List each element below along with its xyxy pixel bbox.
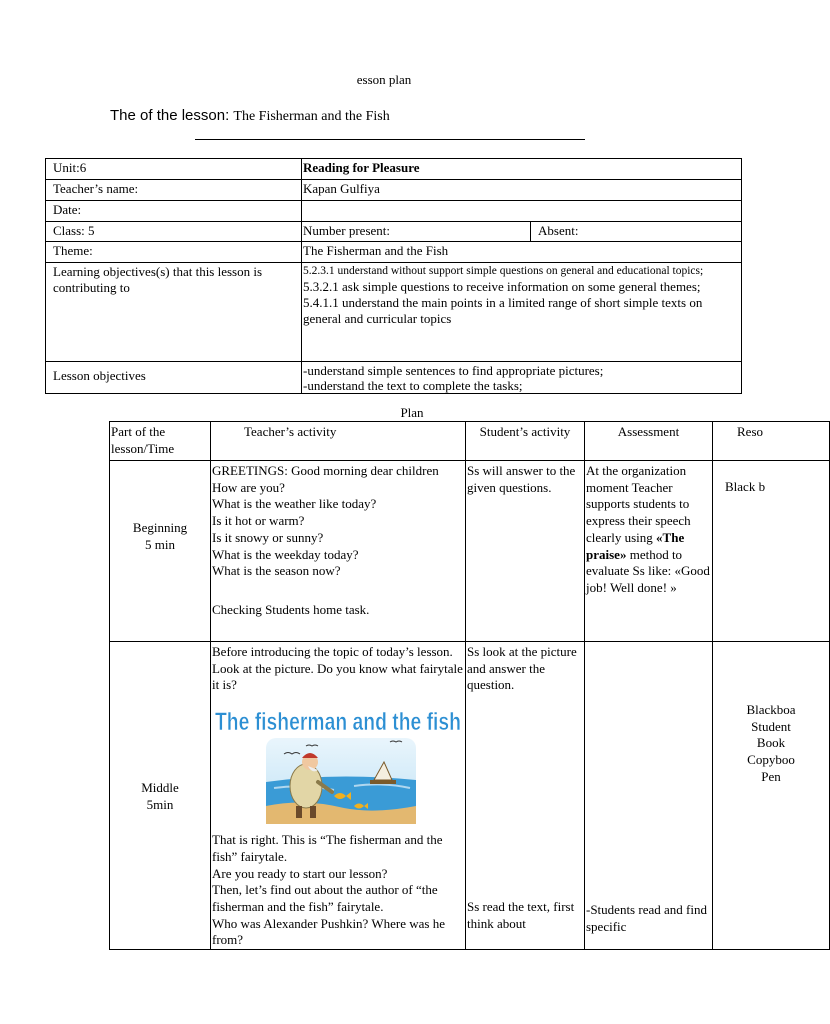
fairytale-picture [214, 702, 462, 826]
resource-item: Book [756, 735, 786, 751]
plan-table [109, 421, 830, 950]
teacher-line: Are you ready to start our lesson? [212, 865, 388, 881]
unit-value: Reading for Pleasure [302, 159, 742, 180]
header-teacher: Teacher’s activity [211, 422, 466, 461]
lesson-title-prefix: The of the lesson: [110, 107, 234, 124]
objective-1: 5.2.3.1 understand without support simple questions on general and educational topics; [303, 265, 704, 277]
theme-value: The Fisherman and the Fish [302, 242, 742, 263]
assessment-read: -Students read and find specific [586, 902, 707, 934]
document-title: esson plan [356, 72, 412, 87]
objective-3: 5.4.1.1 understand the main points in a limited range of short simple texts on general and curricular topics [303, 295, 703, 326]
teacher-line: Who was Alexander Pushkin? Where was he from? [212, 915, 445, 948]
middle-name: Middle [141, 779, 179, 795]
objectives-label: Learning objectives(s) that this lesson is contributing to [46, 263, 302, 362]
teacher-label: Teacher’s name: [46, 180, 302, 201]
beginning-part [110, 461, 211, 642]
objectives-cell [302, 263, 742, 362]
middle-part [110, 642, 211, 950]
lesson-objectives-cell [302, 362, 742, 394]
beginning-name: Beginning [132, 520, 188, 536]
teacher-line: How are you? [212, 479, 285, 495]
resource-item: Student [751, 718, 791, 734]
teacher-line: Then, let’s find out about the author of “the fisherman and the fish” fairytale. [212, 882, 438, 914]
teacher-value: Kapan Gulfiya [302, 180, 742, 201]
date-value [302, 201, 742, 222]
header-resources: Reso [713, 422, 830, 461]
beginning-assessment [585, 461, 713, 642]
middle-time: 5min [146, 796, 174, 812]
resource-item: Copyboo [747, 752, 795, 768]
date-label: Date: [46, 201, 302, 222]
teacher-line: What is the weekday today? [212, 546, 359, 562]
teacher-check: Checking Students home task. [212, 601, 370, 617]
resource-item: Blackboa [746, 702, 796, 717]
teacher-line: Is it hot or warm? [212, 513, 305, 529]
assessment-text: At the organization moment Teacher supports students to express their speech clearly using [586, 463, 691, 545]
lesson-objective-2: -understand the text to complete the tasks; [303, 378, 523, 393]
teacher-line: That is right. This is “The fisherman and the fish” fairytale. [212, 832, 443, 864]
beginning-student-activity: Ss will answer to the given questions. [466, 461, 585, 642]
lesson-info-table [45, 158, 742, 394]
header-part: Part of the lesson/Time [110, 422, 211, 461]
header-student: Student’s activity [466, 422, 585, 461]
teacher-line: What is the weather like today? [212, 496, 377, 512]
class-label: Class: 5 [46, 222, 302, 242]
resource-item: Pen [761, 768, 781, 784]
middle-teacher-activity [211, 642, 466, 950]
number-present-label: Number present: [302, 222, 531, 242]
middle-assessment [585, 642, 713, 950]
middle-resources [713, 642, 830, 950]
absent-label: Absent: [531, 222, 742, 242]
teacher-intro: Before introducing the topic of today’s lesson. Look at the picture. Do you know what fairytale it is? [212, 644, 463, 693]
beginning-resources: Black b [713, 461, 830, 642]
beginning-time: 5 min [145, 537, 175, 552]
objective-2: 5.3.2.1 ask simple questions to receive information on some general themes; [303, 279, 701, 294]
plan-table-viewport [109, 421, 796, 948]
lesson-objective-1: -understand simple sentences to find appropriate pictures; [303, 363, 604, 378]
lesson-title [110, 107, 390, 125]
student-answer: Ss look at the picture and answer the question. [467, 644, 577, 693]
plan-heading: Plan [400, 405, 424, 420]
praise-method: «The praise» [586, 529, 685, 562]
lesson-title-name: The Fisherman and the Fish [233, 109, 390, 124]
teacher-line: Is it snowy or sunny? [212, 529, 324, 545]
teacher-line: GREETINGS: Good morning dear children [212, 463, 439, 478]
theme-label: Theme: [46, 242, 302, 263]
header-assessment: Assessment [585, 422, 713, 461]
beginning-teacher-activity [211, 461, 466, 642]
unit-label: Unit:6 [46, 159, 302, 180]
student-read: Ss read the text, first think about [467, 899, 575, 931]
picture-caption: The fisherman and the fish [215, 708, 461, 737]
lesson-objectives-label: Lesson objectives [46, 362, 302, 394]
assessment-text-end: method to evaluate Ss like: «Good job! Well done! » [586, 546, 710, 595]
title-underline [195, 139, 585, 140]
teacher-line: What is the season now? [212, 563, 341, 579]
middle-student-activity [466, 642, 585, 950]
